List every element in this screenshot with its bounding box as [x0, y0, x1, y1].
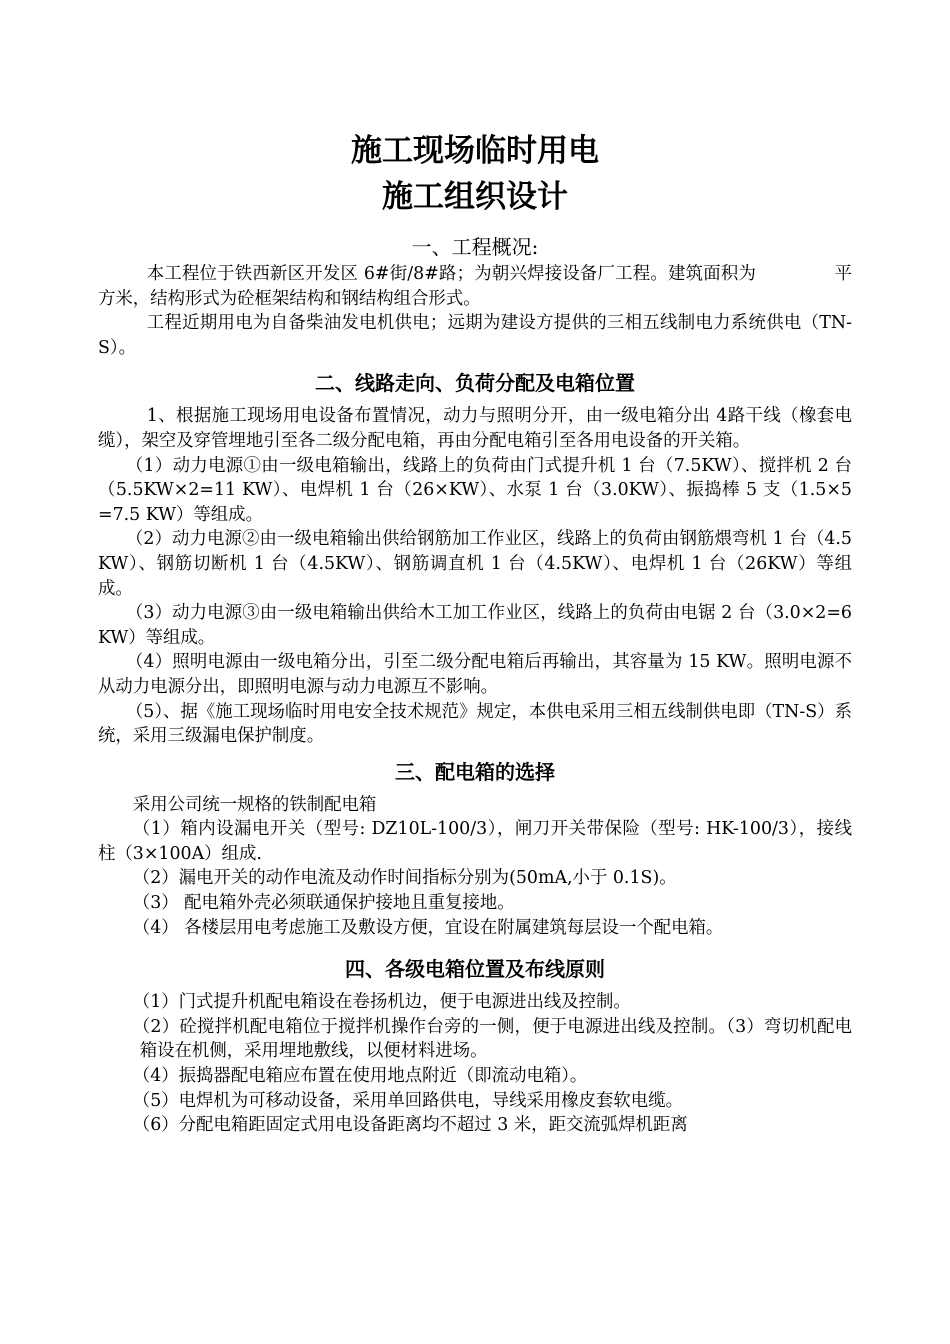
document-title-line1: 施工现场临时用电 — [351, 133, 599, 169]
paragraph-text: 平方米，结构形式为砼框架结构和钢结构组合形式。 — [98, 264, 852, 309]
paragraph: （4）照明电源由一级电箱分出，引至二级分配电箱后再输出，其容量为 15 KW。照明电源不从动力电源分出，即照明电源与动力电源互不影响。 — [98, 652, 852, 697]
section-heading-distribution-box: 三、配电箱的选择 — [395, 759, 555, 784]
paragraph: （4） 各楼层用电考虑施工及敷设方便，宜设在附属建筑每层设一个配电箱。 — [132, 917, 724, 938]
paragraph: （6）分配电箱距固定式用电设备距离均不超过 3 米，距交流弧焊机距离 — [132, 1115, 688, 1136]
paragraph: （3）动力电源③由一级电箱输出供给木工加工作业区，线路上的负荷由电锯 2 台（3.0×2=6KW）等组成。 — [98, 603, 852, 648]
paragraph: （2）动力电源②由一级电箱输出供给钢筋加工作业区，线路上的负荷由钢筋煨弯机 1 台（4.5KW）、钢筋切断机 1 台（4.5KW）、钢筋调直机 1 台（4.5KW）、电焊机 1 台（26KW）等组成。 — [98, 529, 852, 599]
section-heading-box-positions: 四、各级电箱位置及布线原则 — [345, 957, 605, 982]
section-heading-overview: 一、工程概况: — [411, 235, 539, 259]
paragraph: （4）振捣器配电箱应布置在使用地点附近（即流动电箱）。 — [132, 1066, 588, 1087]
section-heading-lines-loads: 二、线路走向、负荷分配及电箱位置 — [315, 371, 635, 396]
paragraph-text: 本工程位于铁西新区开发区 6#街/8#路；为朝兴焊接设备厂工程。建筑面积为 — [146, 264, 757, 284]
paragraph: （1）门式提升机配电箱设在卷扬机边，便于电源进出线及控制。 — [132, 992, 631, 1013]
paragraph: （3） 配电箱外壳必须联通保护接地且重复接地。 — [132, 893, 515, 914]
paragraph: （1）动力电源①由一级电箱输出，线路上的负荷由门式提升机 1 台（7.5KW）、搅拌机 2 台（5.5KW×2=11 KW）、电焊机 1 台（26×KW）、水泵 1 台（3.0KW）、振捣棒 5 支（1.5×5=7.5 KW）等组成。 — [98, 455, 852, 525]
paragraph: （1）箱内设漏电开关（型号: DZ10L-100/3），闸刀开关带保险（型号: HK-100/3），接线柱（3×100A）组成. — [98, 819, 852, 864]
paragraph: （5）电焊机为可移动设备，采用单回路供电，导线采用橡皮套软电缆。 — [132, 1090, 683, 1111]
paragraph: （5）、据《施工现场临时用电安全技术规范》规定，本供电采用三相五线制供电即（TN-S）系统，采用三级漏电保护制度。 — [98, 701, 852, 747]
paragraph: （2）漏电开关的动作电流及动作时间指标分别为(50mA,小于 0.1S)。 — [132, 868, 677, 889]
document-title-line2: 施工组织设计 — [382, 179, 568, 215]
paragraph — [98, 262, 852, 311]
paragraph: 采用公司统一规格的铁制配电箱 — [132, 794, 377, 815]
paragraph: （2）砼搅拌机配电箱位于搅拌机操作台旁的一侧，便于电源进出线及控制。（3）弯切机配电箱设在机侧，采用埋地敷线，以便材料进场。 — [132, 1016, 852, 1062]
paragraph: 工程近期用电为自备柴油发电机供电；远期为建设方提供的三相五线制电力系统供电（TN-S）。 — [98, 313, 852, 358]
paragraph: 1、根据施工现场用电设备布置情况，动力与照明分开，由一级电箱分出 4路干线（橡套电缆），架空及穿管埋地引至各二级分配电箱，再由分配电箱引至各用电设备的开关箱。 — [98, 406, 852, 451]
